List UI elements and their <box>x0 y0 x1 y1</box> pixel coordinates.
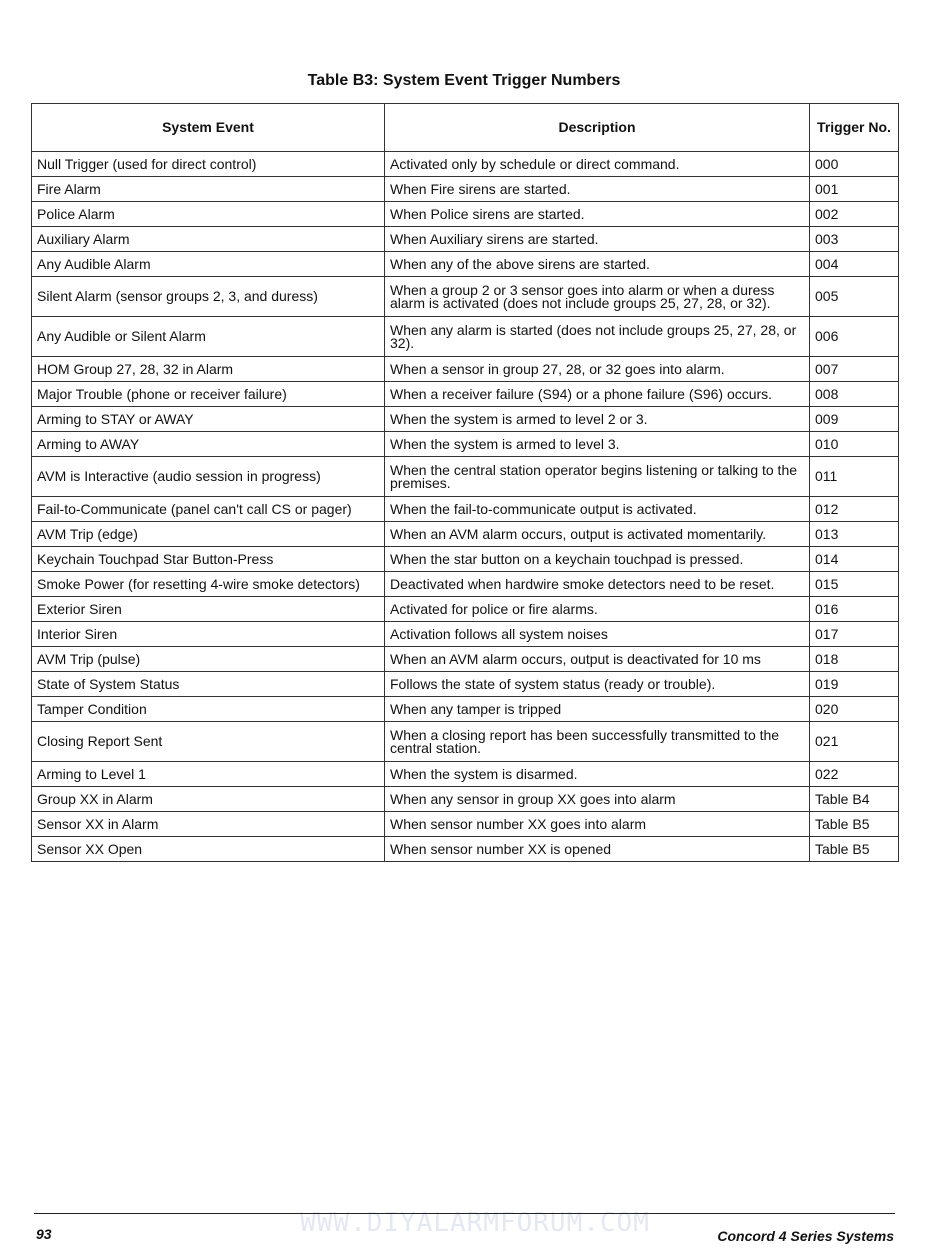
cell-description: When the system is disarmed. <box>385 762 810 787</box>
table-row <box>32 812 899 837</box>
cell-trigger-no: 014 <box>810 547 899 572</box>
cell-system-event: Null Trigger (used for direct control) <box>32 152 385 177</box>
cell-description: When Police sirens are started. <box>385 202 810 227</box>
cell-system-event: Police Alarm <box>32 202 385 227</box>
table-row <box>32 382 899 407</box>
table-row <box>32 357 899 382</box>
table-body <box>32 152 899 862</box>
cell-system-event: Group XX in Alarm <box>32 787 385 812</box>
cell-trigger-no: 017 <box>810 622 899 647</box>
cell-system-event: AVM Trip (edge) <box>32 522 385 547</box>
cell-description: When the system is armed to level 2 or 3. <box>385 407 810 432</box>
cell-system-event: State of System Status <box>32 672 385 697</box>
cell-system-event: Arming to STAY or AWAY <box>32 407 385 432</box>
cell-description: When the star button on a keychain touchpad is pressed. <box>385 547 810 572</box>
cell-trigger-no: 011 <box>810 457 899 497</box>
cell-trigger-no: 007 <box>810 357 899 382</box>
cell-description: When any sensor in group XX goes into alarm <box>385 787 810 812</box>
cell-trigger-no: 015 <box>810 572 899 597</box>
cell-trigger-no: Table B4 <box>810 787 899 812</box>
cell-trigger-no: 020 <box>810 697 899 722</box>
cell-system-event: Silent Alarm (sensor groups 2, 3, and duress) <box>32 277 385 317</box>
cell-system-event: Any Audible Alarm <box>32 252 385 277</box>
cell-trigger-no: 004 <box>810 252 899 277</box>
cell-description: When a group 2 or 3 sensor goes into alarm or when a duress alarm is activated (does not include groups 25, 27, 28, or 32). <box>385 277 810 317</box>
cell-trigger-no: 006 <box>810 317 899 357</box>
table-row <box>32 787 899 812</box>
header-description: Description <box>385 104 810 152</box>
table-row <box>32 457 899 497</box>
cell-description: When Fire sirens are started. <box>385 177 810 202</box>
cell-system-event: Closing Report Sent <box>32 722 385 762</box>
cell-description: When a sensor in group 27, 28, or 32 goes into alarm. <box>385 357 810 382</box>
cell-trigger-no: Table B5 <box>810 812 899 837</box>
table-row <box>32 697 899 722</box>
cell-trigger-no: 013 <box>810 522 899 547</box>
watermark: WWW.DIYALARMFORUM.COM <box>300 1208 650 1238</box>
cell-trigger-no: 002 <box>810 202 899 227</box>
cell-trigger-no: 018 <box>810 647 899 672</box>
cell-trigger-no: 019 <box>810 672 899 697</box>
cell-trigger-no: 008 <box>810 382 899 407</box>
table-row <box>32 762 899 787</box>
cell-trigger-no: 016 <box>810 597 899 622</box>
table-header-row <box>32 104 899 152</box>
footer-divider <box>34 1213 895 1214</box>
trigger-numbers-table <box>31 103 899 862</box>
cell-description: When sensor number XX goes into alarm <box>385 812 810 837</box>
cell-system-event: Sensor XX Open <box>32 837 385 862</box>
cell-description: When any alarm is started (does not include groups 25, 27, 28, or 32). <box>385 317 810 357</box>
cell-system-event: Exterior Siren <box>32 597 385 622</box>
cell-description: When the central station operator begins listening or talking to the premises. <box>385 457 810 497</box>
cell-trigger-no: 009 <box>810 407 899 432</box>
table-row <box>32 672 899 697</box>
table-row <box>32 597 899 622</box>
cell-system-event: Fire Alarm <box>32 177 385 202</box>
cell-trigger-no: 005 <box>810 277 899 317</box>
cell-system-event: Smoke Power (for resetting 4-wire smoke detectors) <box>32 572 385 597</box>
cell-system-event: Keychain Touchpad Star Button-Press <box>32 547 385 572</box>
table-row <box>32 277 899 317</box>
cell-trigger-no: 001 <box>810 177 899 202</box>
table-row <box>32 722 899 762</box>
cell-description: Follows the state of system status (ready or trouble). <box>385 672 810 697</box>
cell-description: When an AVM alarm occurs, output is activated momentarily. <box>385 522 810 547</box>
table-row <box>32 252 899 277</box>
table-row <box>32 177 899 202</box>
cell-description: When Auxiliary sirens are started. <box>385 227 810 252</box>
cell-description: Deactivated when hardwire smoke detectors need to be reset. <box>385 572 810 597</box>
cell-trigger-no: 012 <box>810 497 899 522</box>
cell-trigger-no: 003 <box>810 227 899 252</box>
table-row <box>32 622 899 647</box>
cell-description: When sensor number XX is opened <box>385 837 810 862</box>
cell-trigger-no: 021 <box>810 722 899 762</box>
table-row <box>32 317 899 357</box>
cell-description: Activated for police or fire alarms. <box>385 597 810 622</box>
cell-description: When a receiver failure (S94) or a phone failure (S96) occurs. <box>385 382 810 407</box>
cell-description: When an AVM alarm occurs, output is deactivated for 10 ms <box>385 647 810 672</box>
table-row <box>32 202 899 227</box>
table-row <box>32 227 899 252</box>
header-system-event: System Event <box>32 104 385 152</box>
cell-system-event: Any Audible or Silent Alarm <box>32 317 385 357</box>
cell-trigger-no: 000 <box>810 152 899 177</box>
page-number: 93 <box>36 1226 52 1242</box>
cell-system-event: Interior Siren <box>32 622 385 647</box>
cell-description: When the system is armed to level 3. <box>385 432 810 457</box>
cell-description: When the fail-to-communicate output is activated. <box>385 497 810 522</box>
table-row <box>32 432 899 457</box>
cell-system-event: AVM Trip (pulse) <box>32 647 385 672</box>
table-row <box>32 407 899 432</box>
cell-description: When a closing report has been successfully transmitted to the central station. <box>385 722 810 762</box>
cell-trigger-no: 010 <box>810 432 899 457</box>
cell-system-event: Sensor XX in Alarm <box>32 812 385 837</box>
table-title: Table B3: System Event Trigger Numbers <box>307 72 621 89</box>
cell-system-event: Tamper Condition <box>32 697 385 722</box>
cell-system-event: HOM Group 27, 28, 32 in Alarm <box>32 357 385 382</box>
table-row <box>32 522 899 547</box>
table-row <box>32 647 899 672</box>
table-row <box>32 572 899 597</box>
table-row <box>32 837 899 862</box>
cell-trigger-no: 022 <box>810 762 899 787</box>
cell-system-event: AVM is Interactive (audio session in progress) <box>32 457 385 497</box>
cell-trigger-no: Table B5 <box>810 837 899 862</box>
header-trigger-no: Trigger No. <box>810 104 899 152</box>
cell-system-event: Major Trouble (phone or receiver failure) <box>32 382 385 407</box>
table-row <box>32 497 899 522</box>
table-row <box>32 547 899 572</box>
cell-description: Activation follows all system noises <box>385 622 810 647</box>
cell-description: When any tamper is tripped <box>385 697 810 722</box>
cell-system-event: Fail-to-Communicate (panel can't call CS or pager) <box>32 497 385 522</box>
cell-system-event: Arming to Level 1 <box>32 762 385 787</box>
book-title: Concord 4 Series Systems <box>717 1228 894 1244</box>
table-row <box>32 152 899 177</box>
cell-description: When any of the above sirens are started. <box>385 252 810 277</box>
cell-description: Activated only by schedule or direct command. <box>385 152 810 177</box>
cell-system-event: Auxiliary Alarm <box>32 227 385 252</box>
cell-system-event: Arming to AWAY <box>32 432 385 457</box>
